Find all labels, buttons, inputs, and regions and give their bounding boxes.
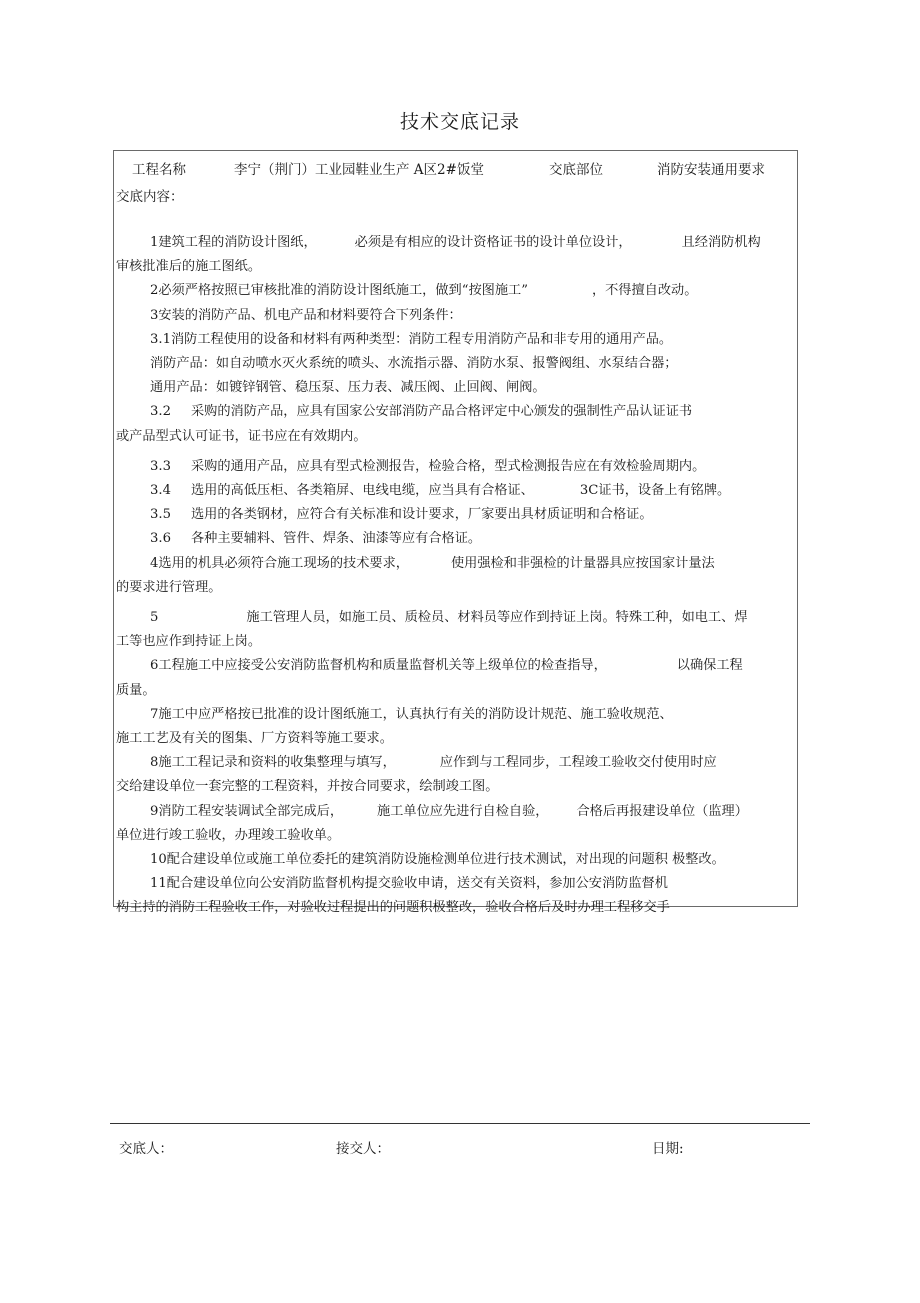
content-line: 9消防工程安装调试全部完成后， 施工单位应先进行自检自验， 合格后再报建设单位（监理） [150, 803, 748, 819]
content-line: 2必须严格按照已审核批准的消防设计图纸施工，做到“按图施工” ，不得擅自改动。 [150, 283, 698, 299]
content-line: 3.2 采购的消防产品，应具有国家公安部消防产品合格评定中心颁发的强制性产品认证证书 [150, 404, 693, 420]
content-line: 4选用的机具必须符合施工现场的技术要求， 使用强检和非强检的计量器具应按国家计量法 [150, 555, 715, 571]
content-line: 7施工中应严格按已批准的设计图纸施工，认真执行有关的消防设计规范、施工验收规范、 [150, 706, 673, 722]
content-line: 3.6 各种主要辅料、管件、焊条、油漆等应有合格证。 [150, 531, 482, 547]
content-line: 消防产品：如自动喷水灭火系统的喷头、水流指示器、消防水泵、报警阀组、水泵结合器； [150, 356, 678, 372]
content-line: 交给建设单位一套完整的工程资料，并按合同要求，绘制竣工图。 [116, 779, 499, 795]
disclosure-content [116, 231, 792, 921]
date-label: 日期: [652, 1141, 684, 1157]
content-line: 质量。 [116, 682, 156, 698]
content-line: 审核批准后的施工图纸。 [116, 259, 262, 275]
content-line: 3安装的消防产品、机电产品和材料要符合下列条件： [150, 307, 462, 323]
content-label: 交底内容： [116, 189, 184, 205]
disclosure-giver-label: 交底人： [119, 1141, 173, 1157]
content-line: 工等也应作到持证上岗。 [116, 634, 262, 650]
signature-divider [110, 1123, 810, 1124]
content-line: 1建筑工程的消防设计图纸， 必须是有相应的设计资格证书的设计单位设计， 且经消防机构 [150, 235, 761, 250]
disclosure-part-label: 交底部位 [549, 162, 603, 178]
content-line: 5 施工管理人员，如施工员、质检员、材料员等应作到持证上岗。特殊工种，如电工、焊 [150, 610, 748, 626]
content-line: 11配合建设单位向公安消防监督机构提交验收申请，送交有关资料，参加公安消防监督机 [150, 876, 668, 892]
content-line: 通用产品：如镀锌钢管、稳压泵、压力表、减压阀、止回阀、闸阀。 [150, 380, 546, 396]
disclosure-receiver-label: 接交人： [336, 1141, 390, 1157]
content-line: 3.3 采购的通用产品，应具有型式检测报告，检验合格，型式检测报告应在有效检验周期内。 [150, 458, 706, 474]
disclosure-part-value: 消防安装通用要求 [657, 162, 765, 178]
project-name-label: 工程名称 [132, 162, 186, 178]
content-line: 10配合建设单位或施工单位委托的建筑消防设施检测单位进行技术测试，对出现的问题积 极整改。 [150, 852, 725, 868]
project-name-value: 李宁（荆门）工业园鞋业生产 A区2#饭堂 [234, 162, 484, 178]
content-line: 的要求进行管理。 [116, 579, 222, 595]
content-line: 单位进行竣工验收，办理竣工验收单。 [116, 827, 341, 843]
content-line: 施工工艺及有关的图集、厂方资料等施工要求。 [116, 731, 393, 747]
content-line: 8施工工程记录和资料的收集整理与填写， 应作到与工程同步，工程竣工验收交付使用时应 [150, 755, 717, 771]
content-line: 或产品型式认可证书，证书应在有效期内。 [116, 428, 367, 444]
document-title: 技术交底记录 [399, 111, 520, 133]
header-row [114, 158, 797, 182]
content-line: 6工程施工中应接受公安消防监督机构和质量监督机关等上级单位的检查指导， 以确保工程 [150, 658, 743, 674]
content-line: 3.1消防工程使用的设备和材料有两种类型：消防工程专用消防产品和非专用的通用产品。 [150, 331, 673, 347]
record-table [113, 150, 798, 916]
content-line: 3.4 选用的高低压柜、各类箱屏、电线电缆，应当具有合格证、 3C证书，设备上有铭牌。 [150, 483, 731, 499]
content-line: 3.5 选用的各类钢材，应符合有关标准和设计要求，厂家要出具材质证明和合格证。 [150, 507, 653, 523]
content-line: 构主持的消防工程验收工作，对验收过程提出的问题积极整改，验收合格后及时办理工程移交手 [116, 900, 670, 916]
